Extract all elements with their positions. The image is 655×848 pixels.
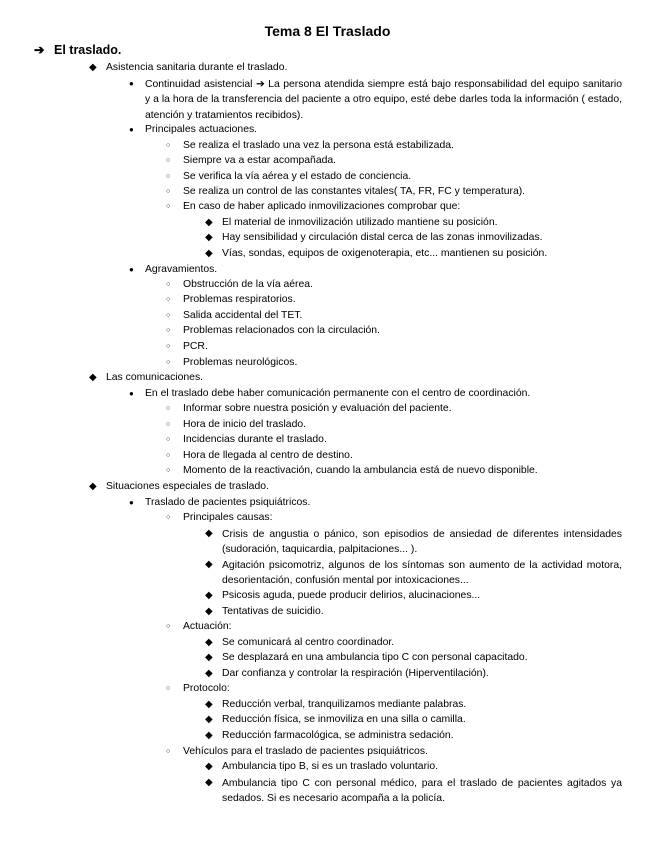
diamond-bullet-icon: ◆ (205, 559, 213, 570)
circle-bullet-icon: ○ (166, 514, 171, 521)
paragraph: Agitación psicomotriz, algunos de los síntomas son aumento de la actividad motora, desorientación, confusión mental por intoxicaciones... (222, 560, 622, 587)
paragraph: Ambulancia tipo C con personal médico, para el traslado de pacientes agitados ya sedados. Si es necesario acompaña a la policía. (222, 778, 622, 805)
list-item: Problemas relacionados con la circulación. (183, 325, 380, 336)
list-item: Protocolo: (183, 683, 230, 694)
section-heading: El traslado. (54, 43, 122, 57)
circle-bullet-icon: ○ (166, 748, 171, 755)
diamond-bullet-icon: ◆ (89, 62, 97, 73)
list-item: Reducción verbal, tranquilizamos mediante palabras. (222, 699, 467, 710)
diamond-bullet-icon: ◆ (89, 481, 97, 492)
list-item: Se realiza un control de las constantes vitales( TA, FR, FC y temperatura). (183, 186, 526, 197)
diamond-bullet-icon: ◆ (205, 761, 213, 772)
circle-bullet-icon: ○ (166, 188, 171, 195)
circle-bullet-icon: ○ (166, 173, 171, 180)
list-item: Principales actuaciones. (145, 124, 258, 135)
list-item: Vías, sondas, equipos de oxigenoterapia, etc... mantienen su posición. (222, 248, 548, 259)
diamond-bullet-icon: ◆ (205, 699, 213, 710)
circle-bullet-icon: ○ (166, 327, 171, 334)
circle-bullet-icon: ○ (166, 436, 171, 443)
diamond-bullet-icon: ◆ (205, 590, 213, 601)
circle-bullet-icon: ○ (166, 452, 171, 459)
circle-bullet-icon: ○ (166, 312, 171, 319)
dot-bullet-icon: ● (129, 125, 134, 134)
list-item: Las comunicaciones. (106, 372, 204, 383)
list-item: Salida accidental del TET. (183, 310, 303, 321)
circle-bullet-icon: ○ (166, 623, 171, 630)
diamond-bullet-icon: ◆ (89, 372, 97, 383)
paragraph: Continuidad asistencial ➔ La persona atendida siempre está bajo responsabilidad del equipo sanitario y a la hora de la transferencia del paciente a otro equipo, esté debe darles toda la información ( estado, atención y tratamientos recibidos). (145, 79, 622, 121)
list-item: Vehículos para el traslado de pacientes psiquiátricos. (183, 746, 428, 757)
circle-bullet-icon: ○ (166, 142, 171, 149)
circle-bullet-icon: ○ (166, 421, 171, 428)
list-item: Se comunicará al centro coordinador. (222, 637, 395, 648)
list-item: Psicosis aguda, puede producir delirios, alucinaciones... (222, 590, 481, 601)
circle-bullet-icon: ○ (166, 281, 171, 288)
list-item: Problemas respiratorios. (183, 294, 296, 305)
dot-bullet-icon: ● (129, 79, 134, 88)
diamond-bullet-icon: ◆ (205, 714, 213, 725)
diamond-bullet-icon: ◆ (205, 637, 213, 648)
list-item: PCR. (183, 341, 208, 352)
list-item: Traslado de pacientes psiquiátricos. (145, 497, 311, 508)
list-item: Momento de la reactivación, cuando la ambulancia está de nuevo disponible. (183, 465, 538, 476)
list-item: Se realiza el traslado una vez la persona está estabilizada. (183, 140, 454, 151)
circle-bullet-icon: ○ (166, 467, 171, 474)
circle-bullet-icon: ○ (166, 296, 171, 303)
diamond-bullet-icon: ◆ (205, 217, 213, 228)
list-item: Hora de inicio del traslado. (183, 419, 307, 430)
diamond-bullet-icon: ◆ (205, 528, 213, 539)
list-item: Se verifica la vía aérea y el estado de conciencia. (183, 171, 412, 182)
diamond-bullet-icon: ◆ (205, 606, 213, 617)
list-item: Obstrucción de la vía aérea. (183, 279, 313, 290)
list-item: En el traslado debe haber comunicación permanente con el centro de coordinación. (145, 388, 531, 399)
circle-bullet-icon: ○ (166, 203, 171, 210)
diamond-bullet-icon: ◆ (205, 668, 213, 679)
dot-bullet-icon: ● (129, 498, 134, 507)
diamond-bullet-icon: ◆ (205, 777, 213, 788)
list-item: Tentativas de suicidio. (222, 606, 324, 617)
dot-bullet-icon: ● (129, 265, 134, 274)
list-item: Hora de llegada al centro de destino. (183, 450, 353, 461)
circle-bullet-icon: ○ (166, 157, 171, 164)
heading-arrow-icon: ➔ (34, 43, 45, 57)
circle-bullet-icon: ○ (166, 359, 171, 366)
list-item: Hay sensibilidad y circulación distal cerca de las zonas inmovilizadas. (222, 232, 543, 243)
diamond-bullet-icon: ◆ (205, 248, 213, 259)
circle-bullet-icon: ○ (166, 405, 171, 412)
list-item: Reducción farmacológica, se administra sedación. (222, 730, 454, 741)
list-item: Informar sobre nuestra posición y evaluación del paciente. (183, 403, 452, 414)
list-item: Agravamientos. (145, 264, 218, 275)
list-item: Dar confianza y controlar la respiración (Hiperventilación). (222, 668, 489, 679)
list-item: En caso de haber aplicado inmovilizaciones comprobar que: (183, 201, 461, 212)
list-item: Problemas neurológicos. (183, 357, 298, 368)
paragraph: Crisis de angustia o pánico, son episodios de ansiedad de diferentes intensidades (sudoración, taquicardia, palpitaciones... ). (222, 529, 622, 556)
list-item: Reducción física, se inmoviliza en una silla o camilla. (222, 714, 466, 725)
list-item: Asistencia sanitaria durante el traslado. (106, 62, 288, 73)
diamond-bullet-icon: ◆ (205, 232, 213, 243)
list-item: Actuación: (183, 621, 232, 632)
circle-bullet-icon: ○ (166, 343, 171, 350)
page-title: Tema 8 El Traslado (264, 23, 391, 39)
list-item: Se desplazará en una ambulancia tipo C con personal capacitado. (222, 652, 528, 663)
dot-bullet-icon: ● (129, 389, 134, 398)
list-item: Situaciones especiales de traslado. (106, 481, 269, 492)
list-item: Siempre va a estar acompañada. (183, 155, 337, 166)
diamond-bullet-icon: ◆ (205, 730, 213, 741)
list-item: Incidencias durante el traslado. (183, 434, 327, 445)
circle-bullet-icon: ○ (166, 685, 171, 692)
list-item: Ambulancia tipo B, si es un traslado voluntario. (222, 761, 439, 772)
list-item: El material de inmovilización utilizado mantiene su posición. (222, 217, 498, 228)
diamond-bullet-icon: ◆ (205, 652, 213, 663)
list-item: Principales causas: (183, 512, 273, 523)
